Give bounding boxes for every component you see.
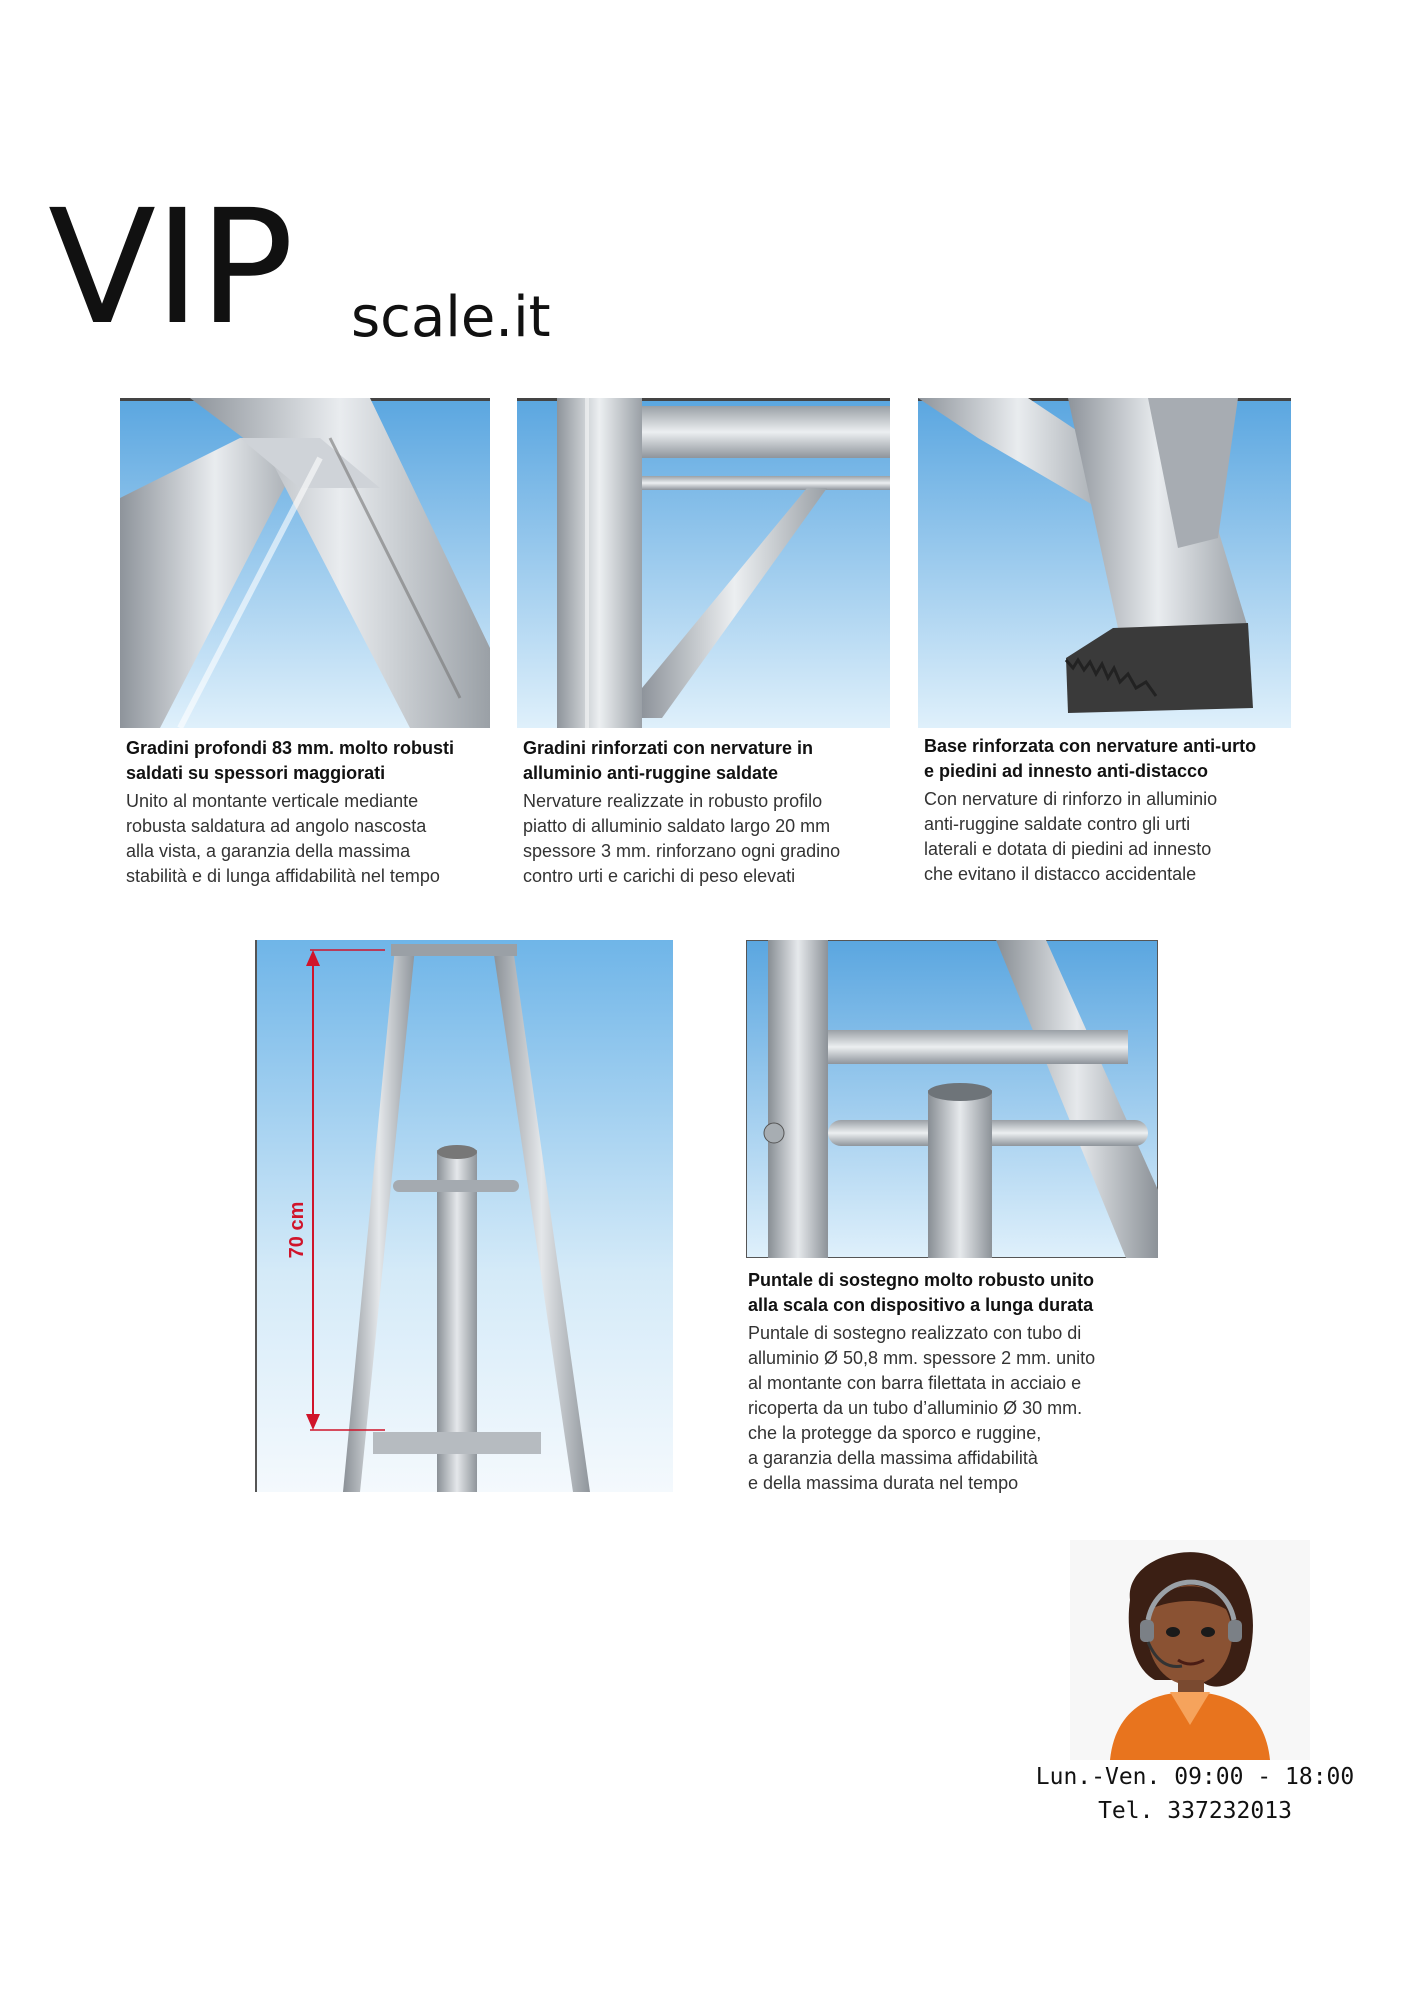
- feature-3: [924, 734, 1294, 887]
- measure-label: 70 cm: [286, 1201, 308, 1259]
- feature-1: [126, 736, 498, 889]
- feature-1-title: Gradini profondi 83 mm. molto robusti saldati su spessori maggiorati: [126, 738, 455, 783]
- support-hours: Lun.-Ven. 09:00 - 18:00: [1035, 1764, 1355, 1790]
- photo-support-tip: [746, 940, 1158, 1258]
- support-agent-icon: [1070, 1540, 1310, 1760]
- feature-2-title: Gradini rinforzati con nervature in alluminio anti-ruggine saldate: [523, 738, 814, 783]
- feature-4-text: Puntale di sostegno realizzato con tubo di alluminio Ø 50,8 mm. spessore 2 mm. unito al montante con barra filettata in acciaio e ricoperta da un tubo d’alluminio Ø 30 mm. che la protegge da sporco e ruggine, a garanzia della massima affidabilità e della massima durata nel tempo: [748, 1323, 1096, 1493]
- brand-domain: scale.it: [351, 285, 551, 350]
- photo-reinforced-steps: [517, 398, 890, 728]
- photo-ladder-measure: [255, 940, 673, 1492]
- support-info: [1025, 1760, 1365, 1828]
- brand-vip: VIP: [48, 176, 292, 360]
- feature-3-title: Base rinforzata con nervature anti-urto e piedini ad innesto anti-distacco: [924, 736, 1257, 781]
- feature-3-text: Con nervature di rinforzo in alluminio anti-ruggine saldate contro gli urti laterali e dotata di piedini ad innesto che evitano il distacco accidentale: [924, 789, 1218, 884]
- photo-base-feet: [918, 398, 1291, 728]
- support-phone: Tel. 337232013: [1098, 1798, 1292, 1824]
- photo-steps-weld: [120, 398, 490, 728]
- feature-4: [748, 1268, 1168, 1496]
- feature-2-text: Nervature realizzate in robusto profilo piatto di alluminio saldato largo 20 mm spessore 3 mm. rinforzano ogni gradino contro urti e carichi di peso elevati: [523, 791, 841, 886]
- feature-4-title: Puntale di sostegno molto robusto unito alla scala con dispositivo a lunga durata: [748, 1270, 1094, 1315]
- feature-1-text: Unito al montante verticale mediante robusta saldatura ad angolo nascosta alla vista, a garanzia della massima stabilità e di lunga affidabilità nel tempo: [126, 791, 440, 886]
- feature-2: [523, 736, 903, 889]
